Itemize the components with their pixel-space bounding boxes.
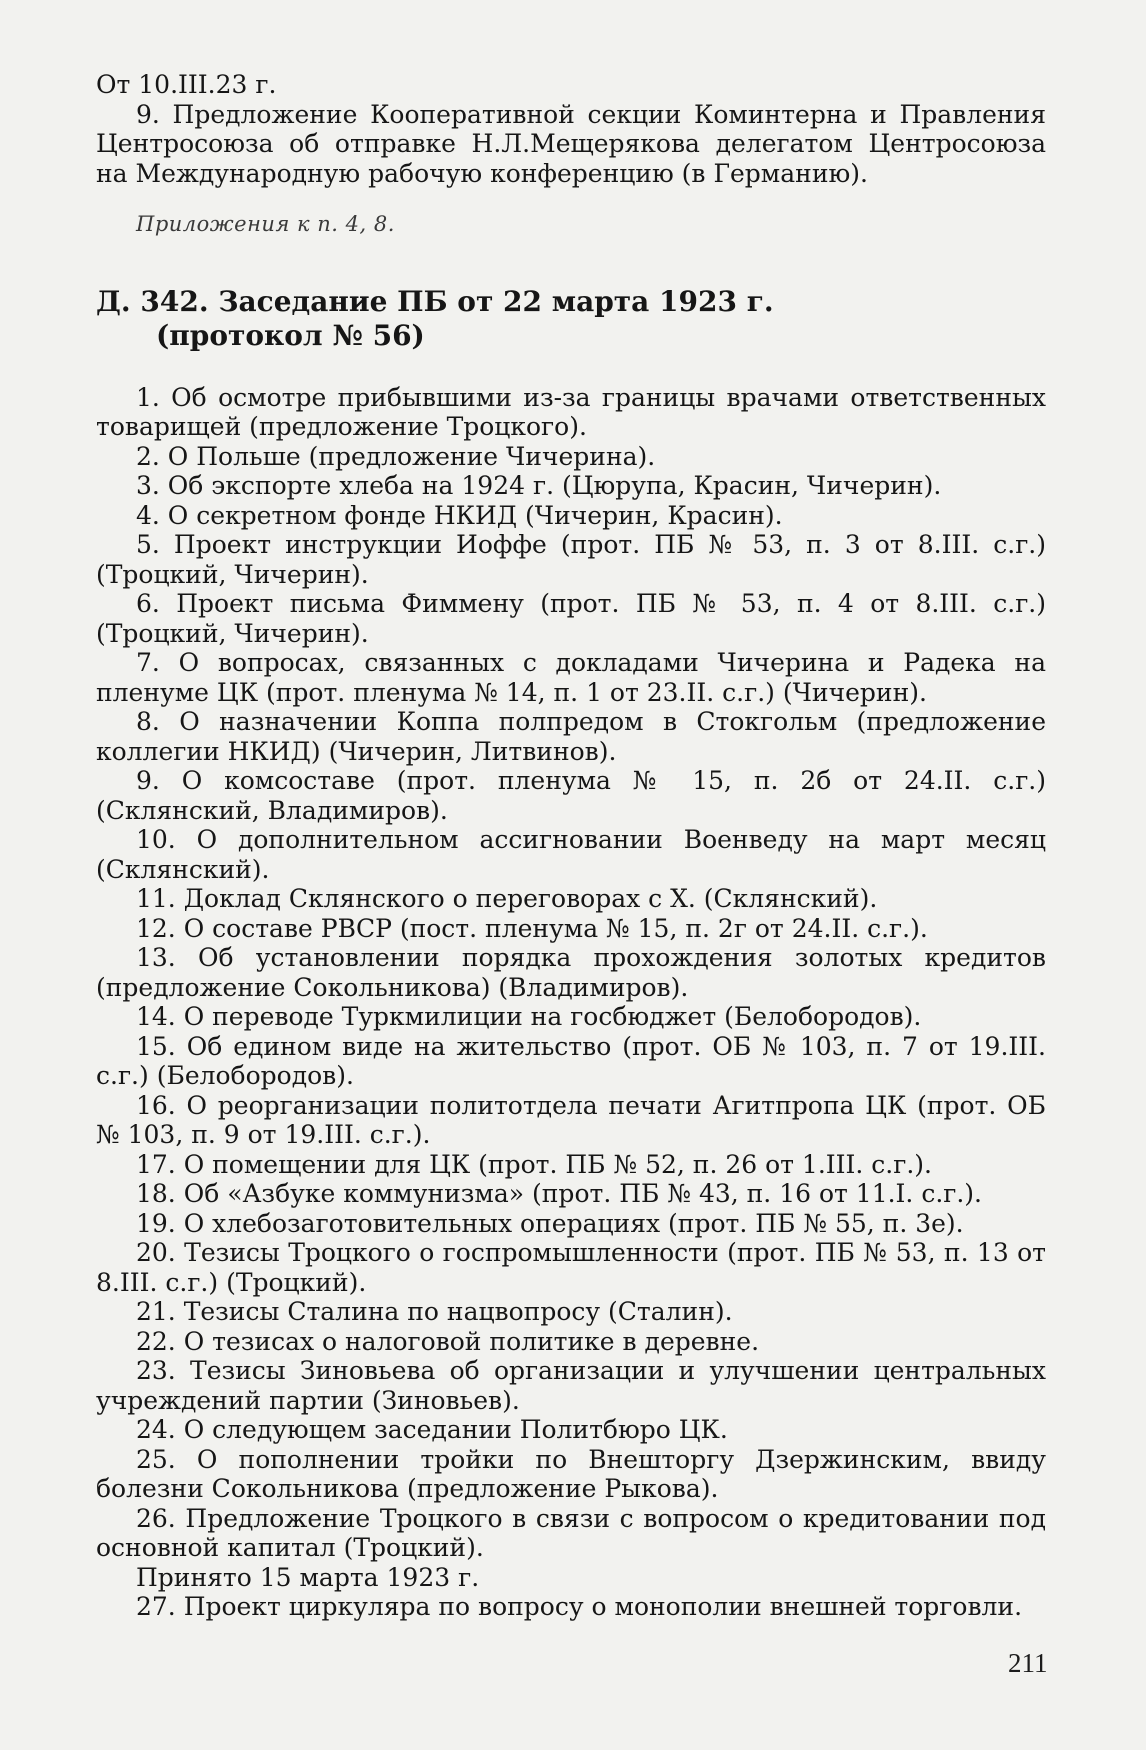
list-item: 4. О секретном фонде НКИД (Чичерин, Красин). xyxy=(136,500,783,530)
list-item: 1. Об осмотре прибывшими из-за границы врачами ответственных товарищей (предложение Троцкого). xyxy=(96,382,1046,441)
page-text xyxy=(96,70,1046,1622)
accepted-date: Принято 15 марта 1923 г. xyxy=(136,1562,480,1592)
list-item: 15. Об едином виде на жительство (прот. ОБ № 103, п. 7 от 19.III. с.г.) (Белобородов). xyxy=(96,1031,1046,1090)
list-item: 22. О тезисах о налоговой политике в деревне. xyxy=(136,1326,760,1356)
list-item: 3. Об экспорте хлеба на 1924 г. (Цюрупа, Красин, Чичерин). xyxy=(136,471,942,500)
list-item: 26. Предложение Троцкого в связи с вопросом о кредитовании под основной капитал (Троцкий). xyxy=(96,1503,1046,1562)
list-item: 25. О пополнении тройки по Внешторгу Дзержинским, ввиду болезни Сокольникова (предложение Рыкова). xyxy=(96,1444,1046,1503)
list-item: 10. О дополнительном ассигновании Военведу на март месяц (Склянский). xyxy=(96,825,1046,884)
list-item: 12. О составе РВСР (пост. пленума № 15, п. 2г от 24.II. с.г.). xyxy=(136,913,928,943)
prev-date-line: От 10.III.23 г. xyxy=(96,70,277,99)
list-item: 6. Проект письма Фиммену (прот. ПБ № 53, п. 4 от 8.III. с.г.) (Троцкий, Чичерин). xyxy=(96,589,1046,648)
list-item: 8. О назначении Коппа полпредом в Стокгольм (предложение коллегии НКИД) (Чичерин, Литвинов). xyxy=(96,707,1046,766)
list-item: 14. О переводе Туркмилиции на госбюджет (Белобородов). xyxy=(136,1002,922,1031)
heading-protocol: (протокол № 56) xyxy=(156,318,425,352)
prev-item-9: 9. Предложение Кооперативной секции Коминтерна и Правления Центросоюза об отправке Н.Л.Мещерякова делегатом Центросоюза на Международную рабочую конференцию (в Германию). xyxy=(96,99,1046,188)
list-item: 23. Тезисы Зиновьева об организации и улучшении центральных учреждений партии (Зиновьев). xyxy=(96,1356,1046,1415)
list-item: 16. О реорганизации политотдела печати Агитпропа ЦК (прот. ОБ № 103, п. 9 от 19.III. с.г.). xyxy=(96,1090,1046,1149)
list-item: 5. Проект инструкции Иоффе (прот. ПБ № 53, п. 3 от 8.III. с.г.) (Троцкий, Чичерин). xyxy=(96,530,1046,589)
list-item: 13. Об установлении порядка прохождения золотых кредитов (предложение Сокольникова) (Владимиров). xyxy=(96,943,1046,1002)
list-item: 24. О следующем заседании Политбюро ЦК. xyxy=(136,1415,728,1444)
page-number: 211 xyxy=(1008,1648,1048,1678)
list-item: 9. О комсоставе (прот. пленума № 15, п. 2б от 24.II. с.г.) (Склянский, Владимиров). xyxy=(96,766,1046,825)
list-item: 2. О Польше (предложение Чичерина). xyxy=(136,441,656,471)
list-item: 21. Тезисы Сталина по нацвопросу (Сталин). xyxy=(136,1297,733,1326)
list-item: 7. О вопросах, связанных с докладами Чичерина и Радека на пленуме ЦК (прот. пленума № 14, п. 1 от 23.II. с.г.) (Чичерин). xyxy=(96,648,1046,707)
list-item: 27. Проект циркуляра по вопросу о монополии внешней торговли. xyxy=(136,1592,1023,1621)
heading-title: Д. 342. Заседание ПБ от 22 марта 1923 г. xyxy=(96,284,774,318)
appendix-note: Приложения к п. 4, 8. xyxy=(136,212,395,236)
agenda-list xyxy=(96,383,1046,1622)
list-item: 18. Об «Азбуке коммунизма» (прот. ПБ № 43, п. 16 от 11.I. с.г.). xyxy=(136,1179,983,1208)
list-item: 19. О хлебозаготовительных операциях (прот. ПБ № 55, п. 3е). xyxy=(136,1208,964,1238)
list-item: 11. Доклад Склянского о переговорах с X. (Склянский). xyxy=(136,884,878,913)
list-item: 20. Тезисы Троцкого о госпромышленности (прот. ПБ № 53, п. 13 от 8.III. с.г.) (Троцкий). xyxy=(96,1238,1046,1297)
list-item: 17. О помещении для ЦК (прот. ПБ № 52, п. 26 от 1.III. с.г.). xyxy=(136,1149,932,1179)
document-heading xyxy=(96,285,1046,353)
